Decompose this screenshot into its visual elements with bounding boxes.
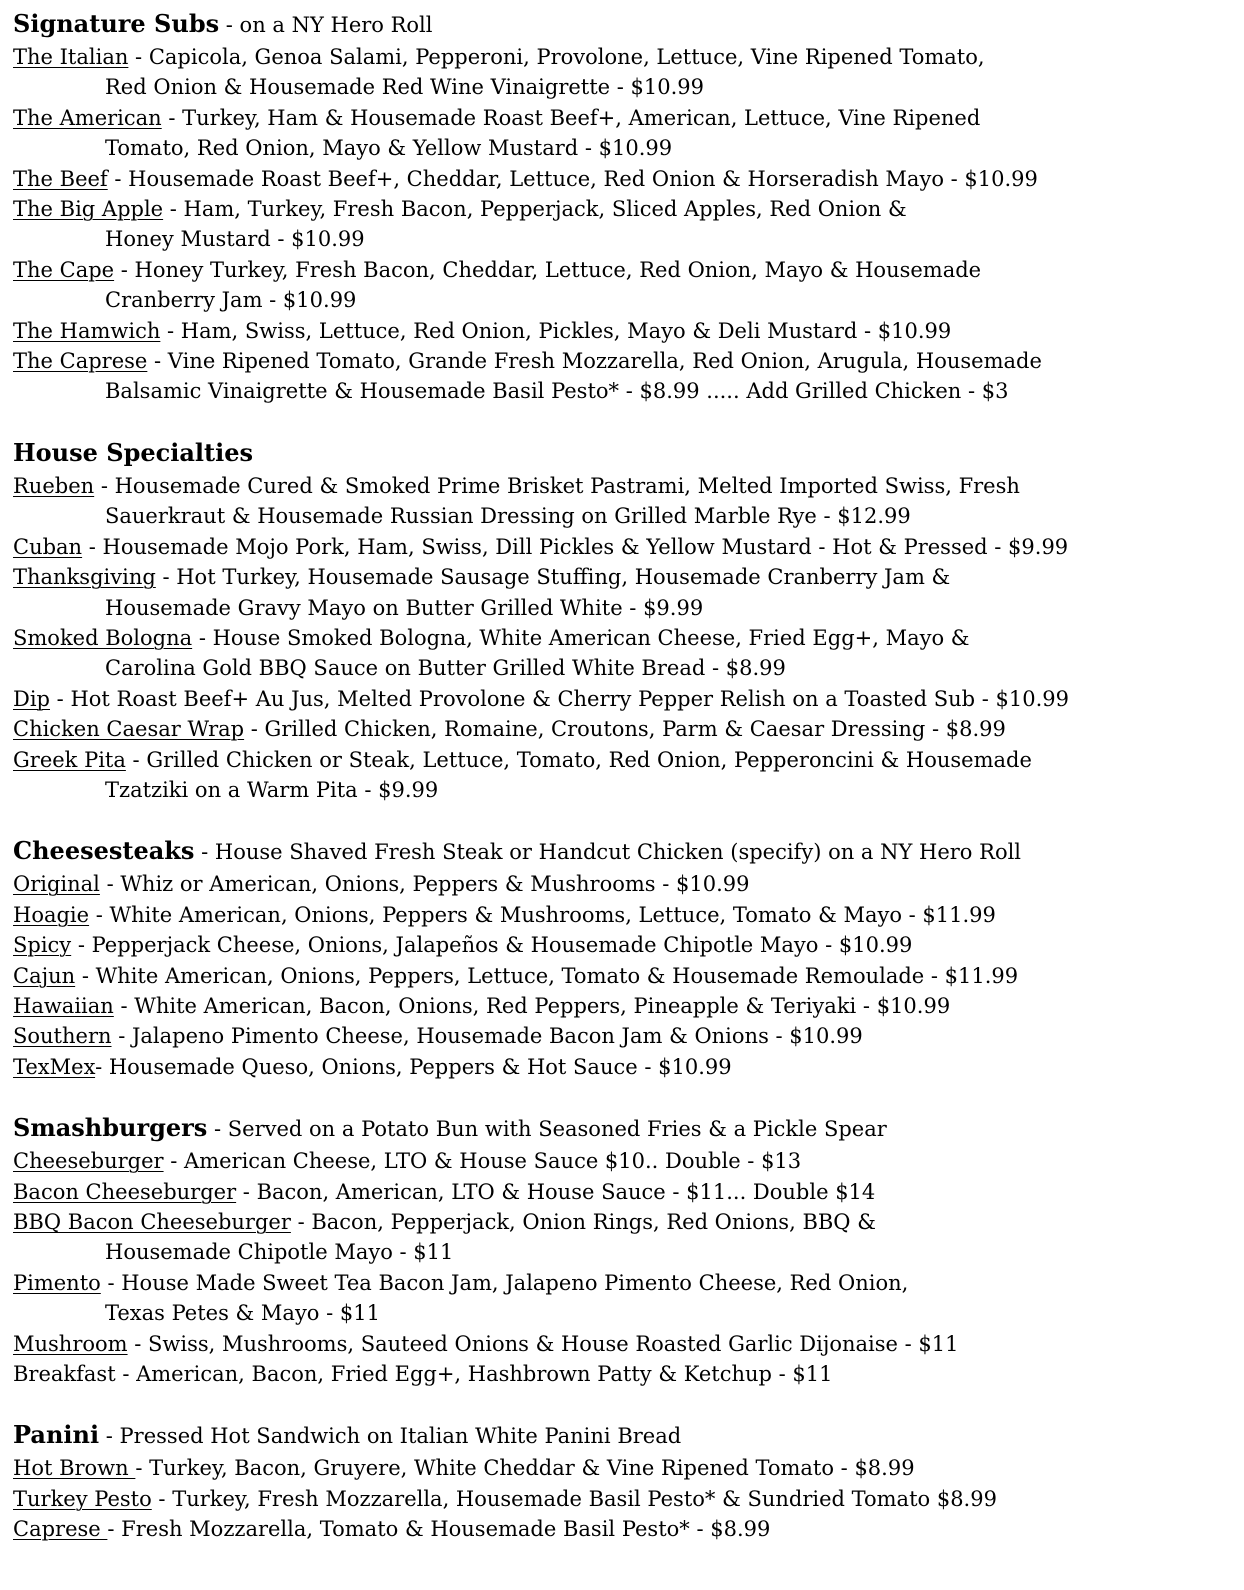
- menu-item: [13, 623, 1244, 653]
- menu-item: [13, 684, 1244, 714]
- item-description-continued: Sauerkraut & Housemade Russian Dressing on Grilled Marble Rye - $12.99: [105, 504, 911, 529]
- item-name: Cajun: [13, 963, 76, 988]
- section-subtitle: - Served on a Potato Bun with Seasoned Fries & a Pickle Spear: [207, 1117, 887, 1142]
- menu-item: [13, 103, 1244, 133]
- menu-item: [13, 471, 1244, 501]
- item-description: - House Smoked Bologna, White American Cheese, Fried Egg+, Mayo &: [192, 625, 970, 650]
- item-description: - Ham, Turkey, Fresh Bacon, Pepperjack, Sliced Apples, Red Onion &: [163, 197, 907, 222]
- item-description: - Fresh Mozzarella, Tomato & Housemade Basil Pesto* - $8.99: [107, 1517, 771, 1542]
- item-name: Bacon Cheeseburger: [13, 1179, 237, 1204]
- menu-item: [13, 1453, 1244, 1483]
- item-name: Breakfast: [13, 1362, 116, 1387]
- menu-item: [13, 194, 1244, 224]
- section-subtitle: - House Shaved Fresh Steak or Handcut Chicken (specify) on a NY Hero Roll: [194, 840, 1022, 865]
- item-description-continued: Housemade Gravy Mayo on Butter Grilled White - $9.99: [105, 595, 704, 620]
- item-description: - Grilled Chicken, Romaine, Croutons, Parm & Caesar Dressing - $8.99: [244, 717, 1006, 742]
- menu-item: [13, 961, 1244, 991]
- section-header: [13, 8, 1244, 42]
- item-description: - American Cheese, LTO & House Sauce $10.. Double - $13: [163, 1149, 802, 1174]
- item-name: The Hamwich: [13, 318, 161, 343]
- item-description: - White American, Onions, Peppers, Lettuce, Tomato & Housemade Remoulade - $11.99: [75, 963, 1019, 988]
- section-title: House Specialties: [13, 437, 254, 467]
- item-name: Thanksgiving: [13, 565, 156, 590]
- item-name: Hot Brown: [13, 1456, 136, 1481]
- item-description-continued: Red Onion & Housemade Red Wine Vinaigrette - $10.99: [105, 75, 705, 100]
- item-description: - Jalapeno Pimento Cheese, Housemade Bacon Jam & Onions - $10.99: [111, 1024, 863, 1049]
- item-description: - Hot Turkey, Housemade Sausage Stuffing, Housemade Cranberry Jam &: [155, 565, 951, 590]
- item-name: Caprese: [13, 1517, 108, 1542]
- section-header: [13, 437, 1244, 471]
- item-description-continued: Housemade Chipotle Mayo - $11: [105, 1240, 454, 1265]
- menu-item: [13, 346, 1244, 376]
- section-header: [13, 835, 1244, 869]
- item-name: Spicy: [13, 933, 72, 958]
- item-name: Original: [13, 872, 100, 897]
- item-name: Hoagie: [13, 902, 90, 927]
- section-subtitle: - on a NY Hero Roll: [219, 13, 433, 37]
- item-name: Dip: [13, 686, 50, 711]
- menu-item: [13, 1207, 1244, 1237]
- section-panini: [13, 1419, 1244, 1544]
- item-description: - White American, Bacon, Onions, Red Peppers, Pineapple & Teriyaki - $10.99: [113, 993, 951, 1018]
- item-description: - American, Bacon, Fried Egg+, Hashbrown Patty & Ketchup - $11: [115, 1362, 833, 1387]
- section-title: Signature Subs: [13, 9, 220, 38]
- section-smashburgers: [13, 1112, 1244, 1389]
- item-description: - Turkey, Ham & Housemade Roast Beef+, American, Lettuce, Vine Ripened: [161, 105, 981, 130]
- menu-item: [13, 714, 1244, 744]
- item-name: Southern: [13, 1024, 112, 1049]
- section-title: Smashburgers: [13, 1113, 208, 1143]
- item-name: Hawaiian: [13, 993, 114, 1018]
- menu-item: [13, 1177, 1244, 1207]
- menu-item: [13, 532, 1244, 562]
- menu-item: [13, 1484, 1244, 1514]
- menu-item: [13, 42, 1244, 72]
- section-house-specialties: [13, 437, 1244, 805]
- item-description-continued: Tzatziki on a Warm Pita - $9.99: [105, 777, 439, 802]
- menu-item: [13, 1268, 1244, 1298]
- item-description: - House Made Sweet Tea Bacon Jam, Jalapeno Pimento Cheese, Red Onion,: [100, 1270, 909, 1295]
- section-signature-subs: [13, 8, 1244, 407]
- menu-item: [13, 164, 1244, 194]
- item-description: - Turkey, Bacon, Gruyere, White Cheddar & Vine Ripened Tomato - $8.99: [135, 1456, 915, 1481]
- item-description-continued: Cranberry Jam - $10.99: [105, 288, 357, 313]
- item-name: Mushroom: [13, 1331, 128, 1356]
- menu-item: [13, 991, 1244, 1021]
- item-description: - Housemade Roast Beef+, Cheddar, Lettuce, Red Onion & Horseradish Mayo - $10.99: [107, 166, 1038, 191]
- item-name: The Big Apple: [13, 197, 164, 222]
- item-name: Rueben: [13, 473, 95, 498]
- menu-item: [13, 900, 1244, 930]
- item-name: The American: [13, 105, 162, 130]
- item-description: - Capicola, Genoa Salami, Pepperoni, Provolone, Lettuce, Vine Ripened Tomato,: [128, 45, 985, 69]
- item-description: - Vine Ripened Tomato, Grande Fresh Mozzarella, Red Onion, Arugula, Housemade: [147, 349, 1042, 374]
- item-description-continued: Tomato, Red Onion, Mayo & Yellow Mustard - $10.99: [105, 136, 673, 161]
- item-description: - Housemade Mojo Pork, Ham, Swiss, Dill Pickles & Yellow Mustard - Hot & Pressed - $9.99: [82, 534, 1069, 559]
- item-description-continued: Carolina Gold BBQ Sauce on Butter Grilled White Bread - $8.99: [105, 656, 786, 681]
- item-description: - Hot Roast Beef+ Au Jus, Melted Provolone & Cherry Pepper Relish on a Toasted Sub - $10.99: [50, 686, 1070, 711]
- item-name: Turkey Pesto: [13, 1486, 152, 1511]
- menu-item: [13, 1146, 1244, 1176]
- item-name: Cuban: [13, 534, 83, 559]
- item-name: The Beef: [13, 166, 108, 191]
- menu-item: [13, 869, 1244, 899]
- item-description: - Pepperjack Cheese, Onions, Jalapeños & Housemade Chipotle Mayo - $10.99: [71, 933, 913, 958]
- item-description: - Swiss, Mushrooms, Sauteed Onions & House Roasted Garlic Dijonaise - $11: [127, 1331, 959, 1356]
- item-description: - Housemade Cured & Smoked Prime Brisket Pastrami, Melted Imported Swiss, Fresh: [94, 473, 1020, 498]
- menu-item: [13, 1052, 1244, 1082]
- item-name: The Cape: [13, 257, 115, 282]
- item-description: - Honey Turkey, Fresh Bacon, Cheddar, Lettuce, Red Onion, Mayo & Housemade: [114, 257, 982, 282]
- section-title: Cheesesteaks: [13, 836, 195, 866]
- item-description: - Whiz or American, Onions, Peppers & Mushrooms - $10.99: [99, 872, 750, 897]
- item-name: Smoked Bologna: [13, 625, 193, 650]
- menu-item: [13, 1329, 1244, 1359]
- item-description: - White American, Onions, Peppers & Mushrooms, Lettuce, Tomato & Mayo - $11.99: [89, 902, 996, 927]
- item-name: Greek Pita: [13, 747, 126, 772]
- item-name: Cheeseburger: [13, 1149, 164, 1174]
- item-name: BBQ Bacon Cheeseburger: [13, 1210, 291, 1234]
- section-subtitle: - Pressed Hot Sandwich on Italian White Panini Bread: [99, 1424, 682, 1449]
- section-cheesesteaks: [13, 835, 1244, 1082]
- item-description: - Bacon, Pepperjack, Onion Rings, Red Onions, BBQ &: [290, 1210, 876, 1234]
- item-name: TexMex: [13, 1054, 96, 1079]
- item-description: - Ham, Swiss, Lettuce, Red Onion, Pickles, Mayo & Deli Mustard - $10.99: [160, 318, 952, 343]
- menu-item: [13, 745, 1244, 775]
- item-description: - Housemade Queso, Onions, Peppers & Hot Sauce - $10.99: [95, 1054, 732, 1079]
- section-header: [13, 1419, 1244, 1453]
- item-description: - Turkey, Fresh Mozzarella, Housemade Basil Pesto* & Sundried Tomato $8.99: [151, 1486, 997, 1511]
- item-name: The Italian: [13, 45, 129, 69]
- menu-item: [13, 255, 1244, 285]
- menu-item: [13, 1359, 1244, 1389]
- item-description-continued: Balsamic Vinaigrette & Housemade Basil Pesto* - $8.99 ..... Add Grilled Chicken - $3: [105, 379, 1009, 404]
- item-description-continued: Texas Petes & Mayo - $11: [105, 1301, 380, 1326]
- item-description: - Grilled Chicken or Steak, Lettuce, Tomato, Red Onion, Pepperoncini & Housemade: [125, 747, 1032, 772]
- section-title: Panini: [13, 1420, 100, 1450]
- menu-item: [13, 930, 1244, 960]
- item-description: - Bacon, American, LTO & House Sauce - $11... Double $14: [236, 1179, 876, 1204]
- menu-item: [13, 316, 1244, 346]
- item-name: The Caprese: [13, 349, 148, 374]
- menu-item: [13, 1514, 1244, 1544]
- item-name: Chicken Caesar Wrap: [13, 717, 245, 742]
- section-header: [13, 1112, 1244, 1146]
- item-description-continued: Honey Mustard - $10.99: [105, 227, 365, 252]
- menu-item: [13, 1021, 1244, 1051]
- item-name: Pimento: [13, 1270, 101, 1295]
- menu-item: [13, 562, 1244, 592]
